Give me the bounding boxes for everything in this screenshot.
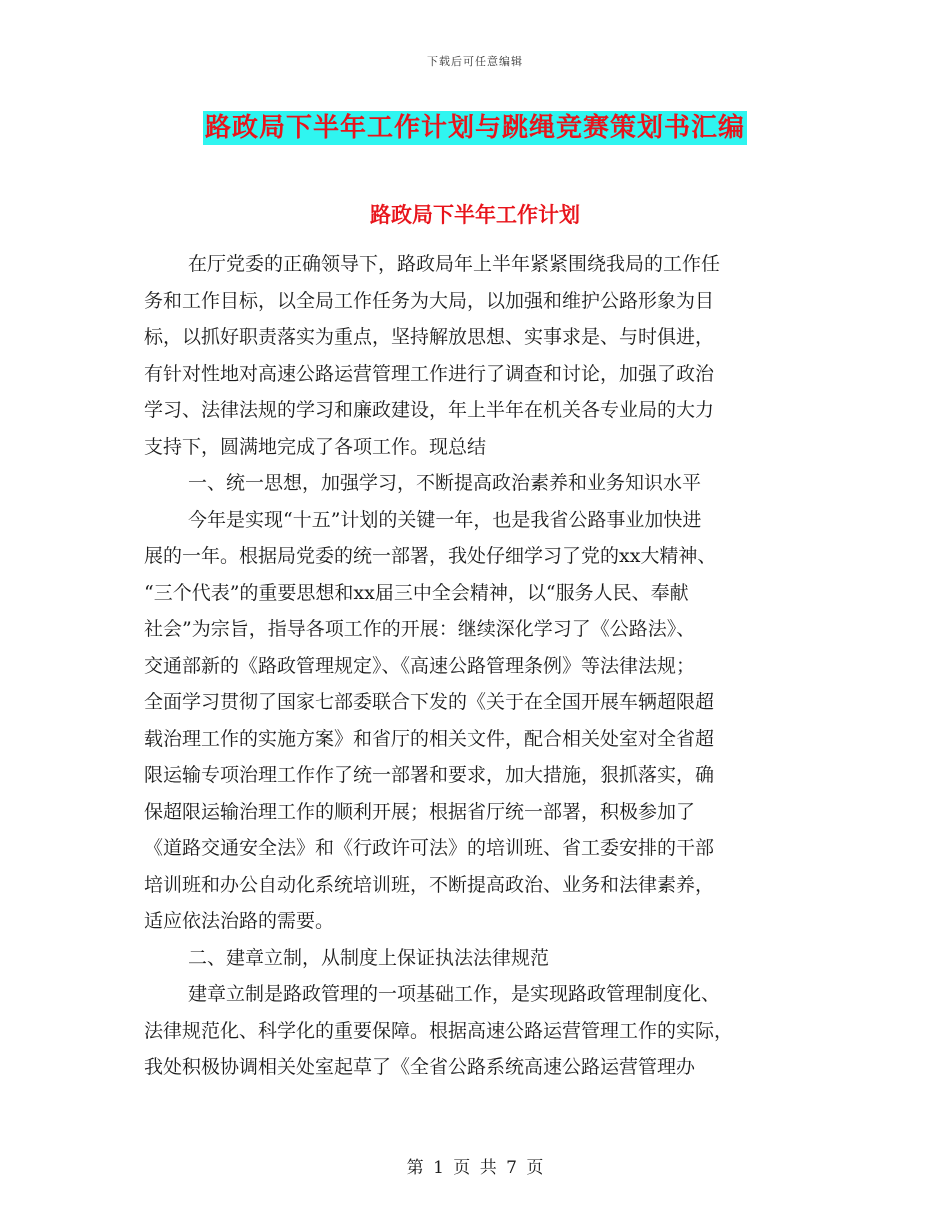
paragraph-line: 学习、法律法规的学习和廉政建设，年上半年在机关各专业局的大力 [144,399,715,421]
section-title: 路政局下半年工作计划 [370,202,580,227]
section-heading: 二、建章立制，从制度上保证执法法律规范 [188,946,550,969]
paragraph-line: 社会”为宗旨，指导各项工作的开展：继续深化学习了《公路法》、 [144,618,696,640]
paragraph-line: 《道路交通安全法》和《行政许可法》的培训班、省工委安排的干部 [144,837,715,859]
page-number: 第 1 页 共 7 页 [406,1158,544,1178]
paragraph-line: 在厅党委的正确领导下，路政局年上半年紧紧围绕我局的工作任 [188,253,721,275]
page-header: 下载后可任意编辑 [427,55,523,68]
paragraph-line: 适应依法治路的需要。 [144,910,335,932]
paragraph-line: 全面学习贯彻了国家七部委联合下发的《关于在全国开展车辆超限超 [144,691,715,713]
paragraph-line: 保超限运输治理工作的顺利开展；根据省厅统一部署，积极参加了 [144,800,696,823]
paragraph-line: 展的一年。根据局党委的统一部署，我处仔细学习了党的xx大精神、 [144,545,717,567]
paragraph-line: 支持下，圆满地完成了各项工作。现总结 [144,435,487,458]
paragraph-line: 我处积极协调相关处室起草了《全省公路系统高速公路运营管理办 [144,1056,696,1078]
paragraph-line: 载治理工作的实施方案》和省厅的相关文件，配合相关处室对全省超 [144,727,715,750]
section-heading: 一、统一思想，加强学习，不断提高政治素养和业务知识水平 [188,472,702,494]
document-title-container [0,111,950,145]
paragraph-line: 法律规范化、科学化的重要保障。根据高速公路运营管理工作的实际， [144,1019,734,1042]
paragraph-line: 有针对性地对高速公路运营管理工作进行了调查和讨论，加强了政治 [144,362,715,385]
paragraph-line: 建章立制是路政管理的一项基础工作，是实现路政管理制度化、 [188,983,721,1005]
paragraph-line: “三个代表”的重要思想和xx届三中全会精神，以“服务人民、奉献 [144,581,689,604]
document-body [144,246,804,1086]
document-title: 路政局下半年工作计划与跳绳竞赛策划书汇编 [204,113,745,143]
paragraph-line: 培训班和办公自动化系统培训班，不断提高政治、业务和法律素养， [144,873,715,896]
paragraph-line: 标，以抓好职责落实为重点，坚持解放思想、实事求是、与时俱进， [144,326,715,348]
paragraph-line: 务和工作目标，以全局工作任务为大局，以加强和维护公路形象为目 [144,289,715,312]
paragraph-line: 交通部新的《路政管理规定》、《高速公路管理条例》等法律法规； [144,654,696,677]
paragraph-line: 今年是实现“十五”计划的关键一年，也是我省公路事业加快进 [188,508,702,531]
paragraph-line: 限运输专项治理工作作了统一部署和要求，加大措施，狠抓落实，确 [144,764,715,786]
